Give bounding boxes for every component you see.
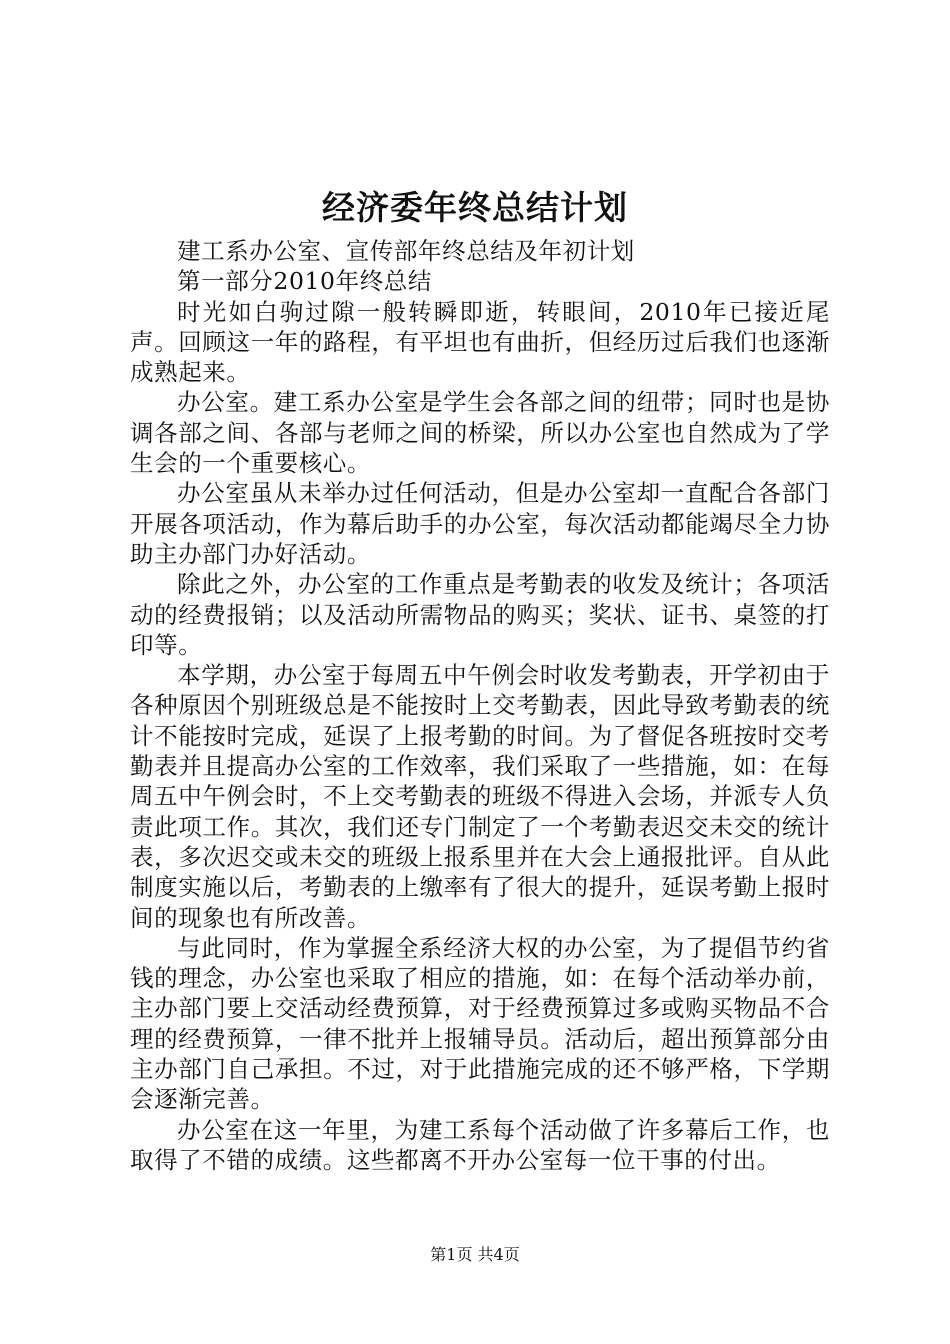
paragraph-section-heading: 第一部分2010年终总结 xyxy=(177,267,433,296)
paragraph: 除此之外，办公室的工作重点是考勤表的收发及统计；各项活动的经费报销；以及活动所需物品的购买；奖状、证书、桌签的打印等。 xyxy=(130,570,830,659)
paragraph-subtitle: 建工系办公室、宣传部年终总结及年初计划 xyxy=(177,237,635,265)
paragraph: 办公室虽从未举办过任何活动，但是办公室却一直配合各部门开展各项活动，作为幕后助手的办公室，每次活动都能竭尽全力协助主办部门办好活动。 xyxy=(130,479,830,568)
paragraph: 本学期，办公室于每周五中午例会时收发考勤表，开学初由于各种原因个别班级总是不能按时上交考勤表，因此导致考勤表的统计不能按时完成，延误了上报考勤的时间。为了督促各班按时交考勤表并且提高办公室的工作效率，我们采取了一些措施，如：在每周五中午例会时，不上交考勤表的班级不得进入会场，并派专人负责此项工作。其次，我们还专门制定了一个考勤表迟交未交的统计表，多次迟交或未交的班级上报系里并在大会上通报批评。自从此制度实施以后，考勤表的上缴率有了很大的提升，延误考勤上报时间的现象也有所改善。 xyxy=(130,661,830,932)
page-number-footer: 第1页 共4页 xyxy=(430,1245,520,1264)
paragraph: 时光如白驹过隙一般转瞬即逝，转眼间，2010年已接近尾声。回顾这一年的路程，有平坦也有曲折，但经历过后我们也逐渐成熟起来。 xyxy=(130,297,830,387)
document-title: 经济委年终总结计划 xyxy=(322,188,628,227)
paragraph: 办公室。建工系办公室是学生会各部之间的纽带；同时也是协调各部之间、各部与老师之间的桥梁，所以办公室也自然成为了学生会的一个重要核心。 xyxy=(130,388,830,478)
paragraph: 与此同时，作为掌握全系经济大权的办公室，为了提倡节约省钱的理念，办公室也采取了相应的措施，如：在每个活动举办前，主办部门要上交活动经费预算，对于经费预算过多或购买物品不合理的经费预算，一律不批并上报辅导员。活动后，超出预算部分由主办部门自己承担。不过，对于此措施完成的还不够严格，下学期会逐渐完善。 xyxy=(130,933,830,1114)
document-body xyxy=(130,236,830,1175)
paragraph: 办公室在这一年里，为建工系每个活动做了许多幕后工作，也取得了不错的成绩。这些都离不开办公室每一位干事的付出。 xyxy=(130,1115,830,1174)
